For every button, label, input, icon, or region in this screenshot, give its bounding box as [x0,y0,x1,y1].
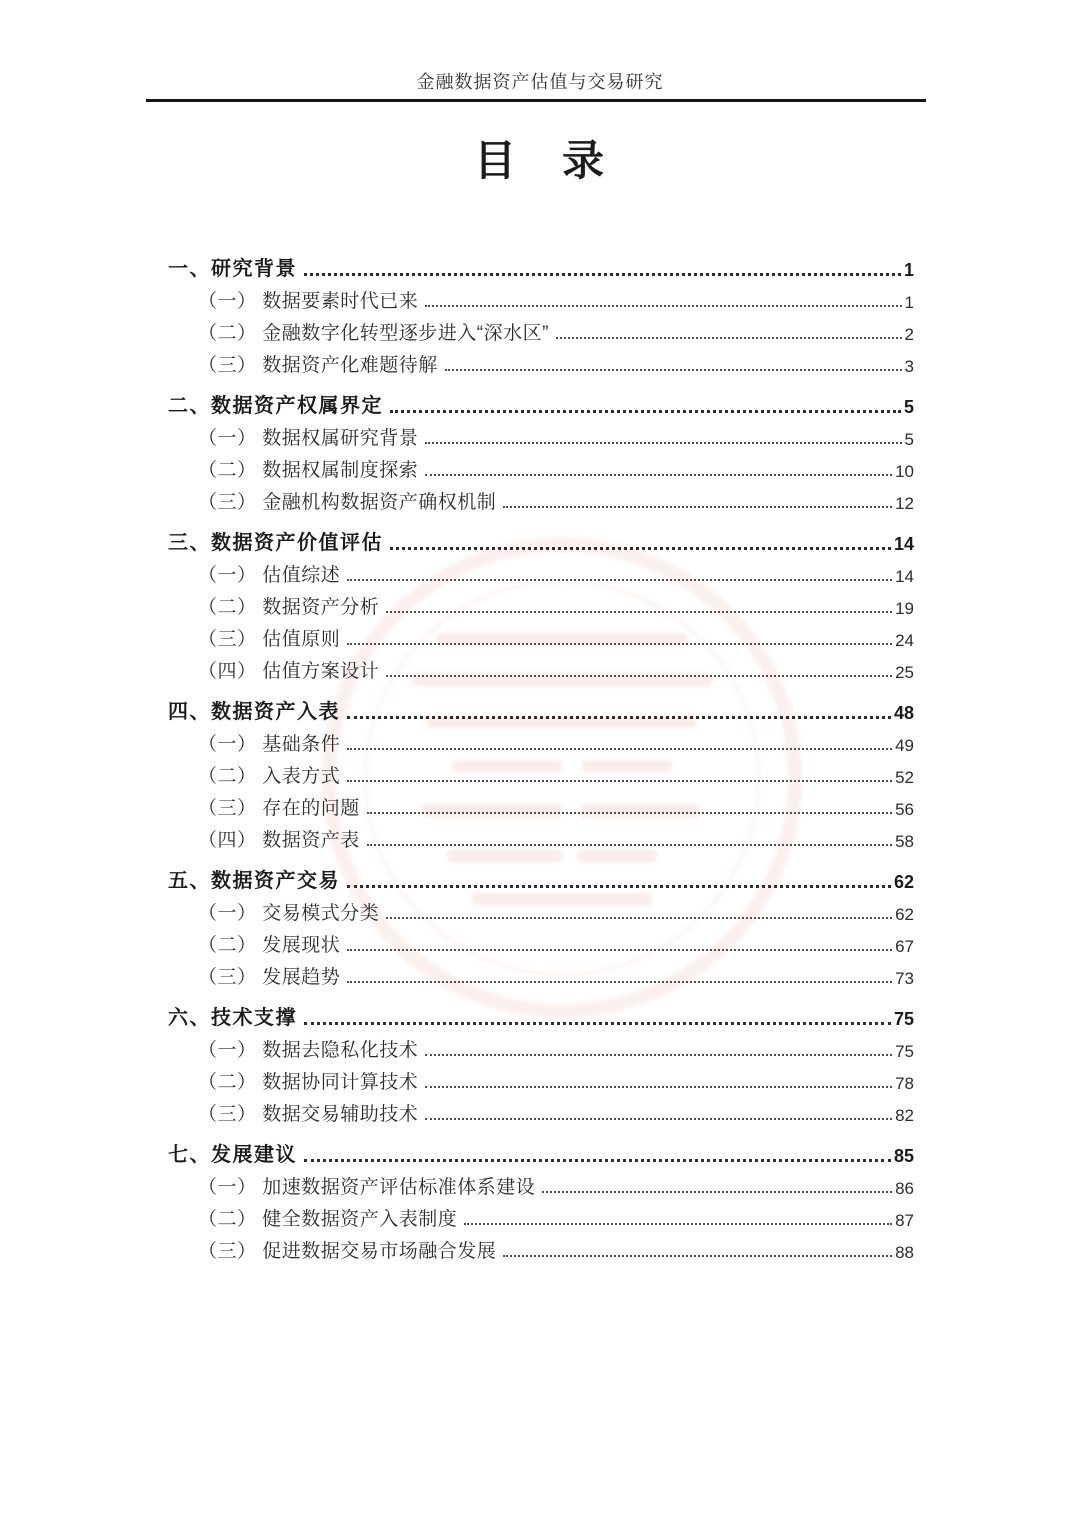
toc-item [168,1231,914,1263]
toc-item-label: （二） 发展现状 [198,935,341,956]
dot-leader [304,273,901,276]
toc-item-page-number: 19 [895,599,914,618]
toc-item [168,555,914,587]
toc-item-page-number: 1 [904,293,914,312]
toc-item-label: （一） 交易模式分类 [198,903,380,924]
toc-item-page-number: 87 [895,1211,914,1230]
toc-item-page-number: 14 [895,567,914,586]
toc-item [168,418,914,450]
toc-item [168,1094,914,1126]
toc-item [168,345,914,377]
dot-leader [464,1223,892,1225]
toc-item [168,724,914,756]
toc-section-header-label: 二、数据资产权属界定 [168,395,383,417]
dot-leader [386,611,892,613]
dot-leader [425,1118,892,1120]
toc-item [168,482,914,514]
dot-leader [425,1086,892,1088]
toc-item [168,957,914,989]
toc-section-header-page-number: 14 [893,534,914,554]
toc-item [168,893,914,925]
dot-leader [445,369,902,371]
toc-item [168,788,914,820]
toc-item-label: （二） 入表方式 [198,766,341,787]
toc-item-label: （一） 数据要素时代已来 [198,291,419,312]
toc-item-label: （三） 发展趋势 [198,967,341,988]
dot-leader [542,1191,892,1193]
toc-item [168,450,914,482]
toc-section [168,386,914,514]
dot-leader [347,579,892,581]
dot-leader [304,1022,891,1025]
toc-item-label: （二） 健全数据资产入表制度 [198,1209,458,1230]
toc-section-header [168,1135,914,1167]
dot-leader [425,305,901,307]
dot-leader [425,442,901,444]
dot-leader [390,410,901,413]
dot-leader [386,675,892,677]
toc-item-label: （四） 数据资产表 [198,830,360,851]
toc-item [168,281,914,313]
toc-item [168,1030,914,1062]
toc-item-page-number: 12 [895,494,914,513]
dot-leader [347,643,892,645]
toc-section [168,249,914,377]
dot-leader [386,917,892,919]
toc-item-label: （二） 数据权属制度探索 [198,460,419,481]
toc-item [168,1199,914,1231]
toc-item-label: （二） 数据资产分析 [198,597,380,618]
toc-section-header-label: 一、研究背景 [168,258,297,280]
toc-section-header-label: 三、数据资产价值评估 [168,532,383,554]
dot-leader [425,474,892,476]
toc-item-page-number: 75 [895,1042,914,1061]
toc-item-page-number: 49 [895,736,914,755]
toc-item-label: （一） 加速数据资产评估标准体系建设 [198,1177,536,1198]
toc-item-label: （一） 基础条件 [198,734,341,755]
toc-item-page-number: 82 [895,1106,914,1125]
dot-leader [425,1054,892,1056]
running-header: 金融数据资产估值与交易研究 [416,72,664,92]
toc-section-header-page-number: 5 [903,397,914,417]
toc-item [168,925,914,957]
toc-item-label: （一） 估值综述 [198,565,341,586]
toc-item-label: （三） 存在的问题 [198,798,360,819]
toc-item-label: （三） 促进数据交易市场融合发展 [198,1241,497,1262]
toc-item-label: （三） 数据交易辅助技术 [198,1104,419,1125]
toc-item-page-number: 78 [895,1074,914,1093]
dot-leader [347,780,892,782]
toc-item-page-number: 52 [895,768,914,787]
dot-leader [347,981,892,983]
toc-item [168,1062,914,1094]
toc-section-header-page-number: 75 [893,1009,914,1029]
toc-item-page-number: 56 [895,800,914,819]
toc-item-page-number: 88 [895,1243,914,1262]
toc-section [168,861,914,989]
toc-section-header [168,523,914,555]
toc-item-page-number: 10 [895,462,914,481]
toc-section [168,998,914,1126]
dot-leader [347,949,892,951]
toc-item [168,619,914,651]
toc-item [168,313,914,345]
toc-section [168,692,914,852]
toc-section-header-page-number: 85 [893,1146,914,1166]
toc-item-page-number: 62 [895,905,914,924]
toc-item-label: （三） 数据资产化难题待解 [198,355,438,376]
toc-item-label: （二） 数据协同计算技术 [198,1072,419,1093]
dot-leader [503,1255,892,1257]
toc-section-header [168,386,914,418]
toc-section-header-label: 四、数据资产入表 [168,701,340,723]
toc-section-header-page-number: 1 [903,260,914,280]
toc-item [168,587,914,619]
toc-section-header-page-number: 48 [893,703,914,723]
toc-section-header-label: 七、发展建议 [168,1144,297,1166]
toc-section-header [168,692,914,724]
toc-section-header [168,998,914,1030]
toc-item-label: （二） 金融数字化转型逐步进入“深水区” [198,323,549,344]
toc-item-page-number: 5 [904,430,914,449]
toc-item-label: （四） 估值方案设计 [198,661,380,682]
dot-leader [367,844,892,846]
toc-section [168,523,914,683]
toc-item-page-number: 25 [895,663,914,682]
toc-item-label: （三） 金融机构数据资产确权机制 [198,492,497,513]
dot-leader [503,506,892,508]
toc-section-header-page-number: 62 [893,872,914,892]
dot-leader [347,716,891,719]
header-rule [146,99,926,102]
toc-item-page-number: 67 [895,937,914,956]
toc-section [168,1135,914,1263]
dot-leader [347,748,892,750]
toc-item [168,756,914,788]
dot-leader [367,812,892,814]
toc-item-page-number: 24 [895,631,914,650]
toc-section-header-label: 六、技术支撑 [168,1007,297,1029]
dot-leader [304,1159,891,1162]
toc-item-page-number: 58 [895,832,914,851]
toc-section-header-label: 五、数据资产交易 [168,870,340,892]
toc-item-page-number: 3 [904,357,914,376]
dot-leader [347,885,891,888]
dot-leader [390,547,891,550]
page-title: 目 录 [473,137,606,184]
toc-item-label: （一） 数据去隐私化技术 [198,1040,419,1061]
toc [168,240,914,1263]
toc-section-header [168,249,914,281]
toc-item-page-number: 86 [895,1179,914,1198]
toc-item-page-number: 73 [895,969,914,988]
toc-item-label: （三） 估值原则 [198,629,341,650]
toc-item [168,1167,914,1199]
toc-item-label: （一） 数据权属研究背景 [198,428,419,449]
toc-item [168,651,914,683]
toc-item-page-number: 2 [904,325,914,344]
toc-section-header [168,861,914,893]
toc-item [168,820,914,852]
dot-leader [556,337,902,339]
